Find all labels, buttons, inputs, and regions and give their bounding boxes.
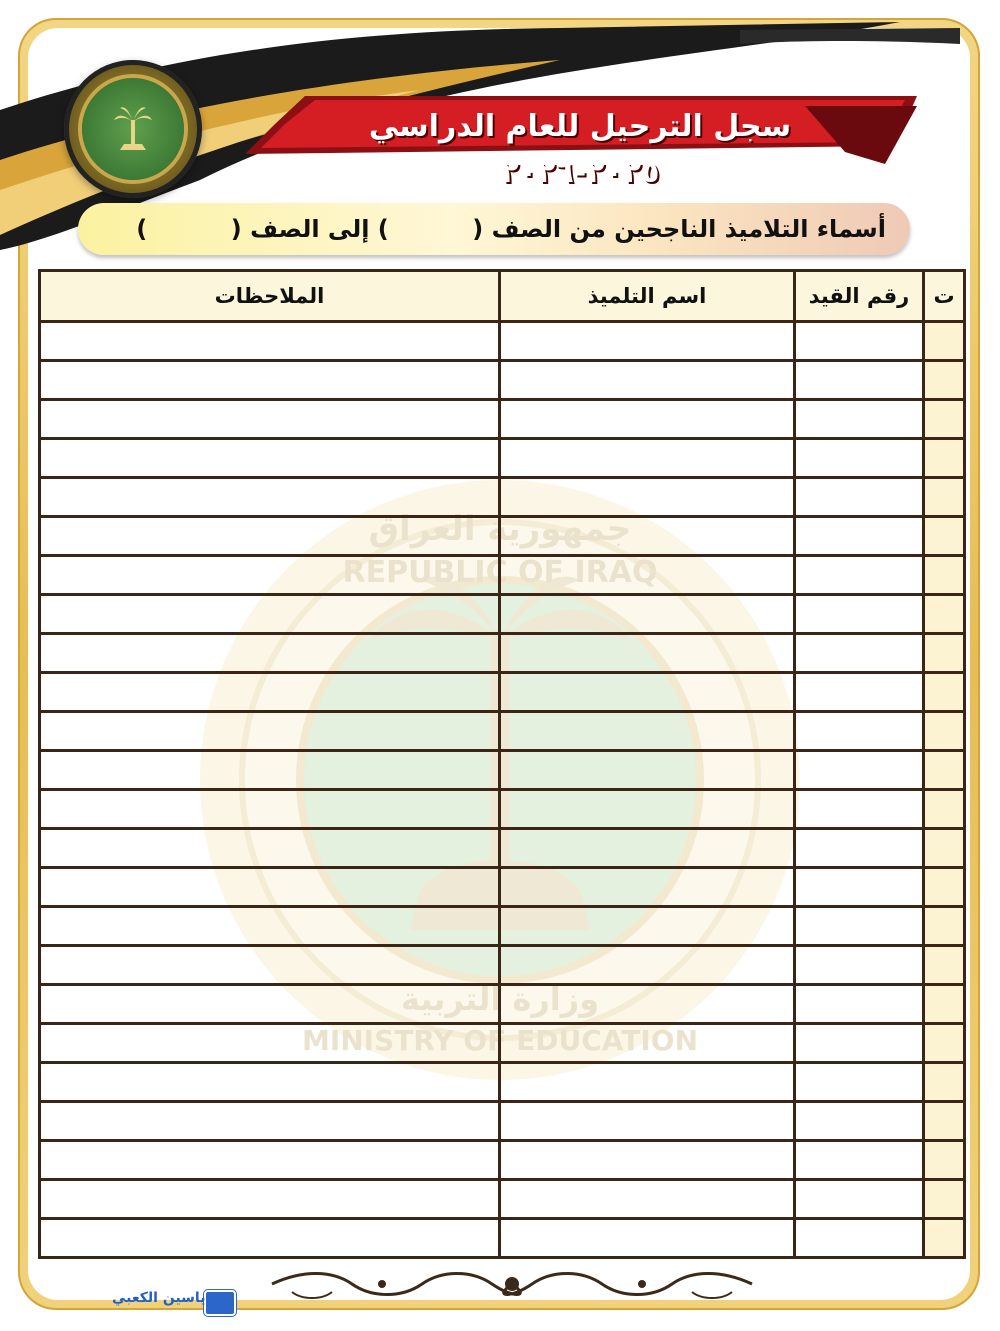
cell-index[interactable] [924,712,965,751]
cell-notes[interactable] [40,829,500,868]
cell-registration-number[interactable] [795,322,924,361]
table-row [40,829,965,868]
table-row [40,868,965,907]
cell-student-name[interactable] [500,478,795,517]
cell-notes[interactable] [40,634,500,673]
table-row [40,361,965,400]
cell-index[interactable] [924,1024,965,1063]
cell-registration-number[interactable] [795,1024,924,1063]
cell-notes[interactable] [40,751,500,790]
cell-registration-number[interactable] [795,478,924,517]
cell-student-name[interactable] [500,556,795,595]
cell-notes[interactable] [40,478,500,517]
table-header-row [40,271,965,322]
cell-student-name[interactable] [500,673,795,712]
cell-notes[interactable] [40,1063,500,1102]
cell-notes[interactable] [40,907,500,946]
cell-notes[interactable] [40,595,500,634]
cell-notes[interactable] [40,361,500,400]
cell-notes[interactable] [40,712,500,751]
cell-registration-number[interactable] [795,1102,924,1141]
cell-index[interactable] [924,400,965,439]
table-row [40,790,965,829]
cell-student-name[interactable] [500,1102,795,1141]
cell-index[interactable] [924,1063,965,1102]
cell-registration-number[interactable] [795,1180,924,1219]
footer-ornament-icon [262,1262,762,1304]
cell-registration-number[interactable] [795,1063,924,1102]
cell-index[interactable] [924,478,965,517]
page-title: سجل الترحيل للعام الدراسي ٢٠٢٥-٢٠٢٦ [368,109,792,190]
cell-registration-number[interactable] [795,673,924,712]
cell-index[interactable] [924,1141,965,1180]
cell-registration-number[interactable] [795,556,924,595]
cell-index[interactable] [924,673,965,712]
cell-registration-number[interactable] [795,946,924,985]
table-row [40,985,965,1024]
table-row [40,400,965,439]
cell-registration-number[interactable] [795,400,924,439]
ministry-seal-icon [64,60,202,198]
column-header-index: ت [924,271,965,322]
author-credit: ياسين الكعبي [112,1290,206,1306]
cell-notes[interactable] [40,1219,500,1258]
watermark-line-ar-bottom: وزارة التربية [400,980,600,1018]
cell-registration-number[interactable] [795,985,924,1024]
transfer-register-table [38,269,966,1259]
cell-notes[interactable] [40,1024,500,1063]
table-row [40,751,965,790]
cell-notes[interactable] [40,868,500,907]
table-row [40,712,965,751]
cell-registration-number[interactable] [795,1141,924,1180]
cell-notes[interactable] [40,790,500,829]
cell-index[interactable] [924,829,965,868]
cell-notes[interactable] [40,1180,500,1219]
cell-registration-number[interactable] [795,829,924,868]
cell-student-name[interactable] [500,1141,795,1180]
table-row [40,517,965,556]
cell-index[interactable] [924,361,965,400]
table-row [40,634,965,673]
class-transfer-subtitle: أسماء التلاميذ الناجحين من الصف ( ) إلى الصف ( ) [136,215,886,243]
cell-notes[interactable] [40,1102,500,1141]
cell-student-name[interactable] [500,322,795,361]
cell-index[interactable] [924,634,965,673]
cell-index[interactable] [924,1180,965,1219]
cell-student-name[interactable] [500,595,795,634]
table-body [40,322,965,1258]
cell-student-name[interactable] [500,751,795,790]
cell-notes[interactable] [40,556,500,595]
cell-registration-number[interactable] [795,517,924,556]
cell-registration-number[interactable] [795,868,924,907]
table-row [40,595,965,634]
cell-student-name[interactable] [500,634,795,673]
cell-notes[interactable] [40,985,500,1024]
cell-student-name[interactable] [500,1024,795,1063]
cell-student-name[interactable] [500,829,795,868]
table-row [40,673,965,712]
watermark-line-en-top: REPUBLIC OF IRAQ [342,555,658,590]
cell-student-name[interactable] [500,1063,795,1102]
cell-registration-number[interactable] [795,907,924,946]
cell-registration-number[interactable] [795,595,924,634]
cell-student-name[interactable] [500,790,795,829]
cell-index[interactable] [924,517,965,556]
cell-registration-number[interactable] [795,712,924,751]
table-row [40,946,965,985]
cell-notes[interactable] [40,946,500,985]
table-row [40,1141,965,1180]
table-row [40,1024,965,1063]
cell-registration-number[interactable] [795,751,924,790]
cell-index[interactable] [924,946,965,985]
cell-registration-number[interactable] [795,439,924,478]
cell-student-name[interactable] [500,1180,795,1219]
cell-student-name[interactable] [500,439,795,478]
cell-index[interactable] [924,751,965,790]
cell-student-name[interactable] [500,517,795,556]
watermark-line-ar-top: جمهورية العراق [368,509,632,549]
cell-student-name[interactable] [500,907,795,946]
table-row [40,556,965,595]
cell-index[interactable] [924,1219,965,1258]
table-row [40,1102,965,1141]
author-logo-icon [204,1290,236,1316]
table-row [40,907,965,946]
cell-student-name[interactable] [500,946,795,985]
table-row [40,1063,965,1102]
table-row [40,1219,965,1258]
cell-student-name[interactable] [500,985,795,1024]
cell-index[interactable] [924,595,965,634]
column-header-student-name: اسم التلميذ [500,271,795,322]
cell-notes[interactable] [40,1141,500,1180]
cell-notes[interactable] [40,400,500,439]
cell-index[interactable] [924,439,965,478]
table-row [40,1180,965,1219]
table-row [40,322,965,361]
cell-registration-number[interactable] [795,361,924,400]
cell-notes[interactable] [40,439,500,478]
cell-index[interactable] [924,907,965,946]
table-row [40,439,965,478]
cell-student-name[interactable] [500,361,795,400]
column-header-registration-number: رقم القيد [795,271,924,322]
cell-registration-number[interactable] [795,1219,924,1258]
table-row [40,478,965,517]
cell-notes[interactable] [40,322,500,361]
column-header-notes: الملاحظات [40,271,500,322]
cell-student-name[interactable] [500,1219,795,1258]
cell-notes[interactable] [40,517,500,556]
cell-registration-number[interactable] [795,790,924,829]
cell-index[interactable] [924,985,965,1024]
watermark-line-en-bottom: MINISTRY OF EDUCATION [301,1024,699,1057]
cell-index[interactable] [924,790,965,829]
cell-index[interactable] [924,322,965,361]
cell-student-name[interactable] [500,400,795,439]
cell-index[interactable] [924,868,965,907]
cell-student-name[interactable] [500,712,795,751]
cell-notes[interactable] [40,673,500,712]
cell-index[interactable] [924,556,965,595]
cell-index[interactable] [924,1102,965,1141]
cell-registration-number[interactable] [795,634,924,673]
cell-student-name[interactable] [500,868,795,907]
